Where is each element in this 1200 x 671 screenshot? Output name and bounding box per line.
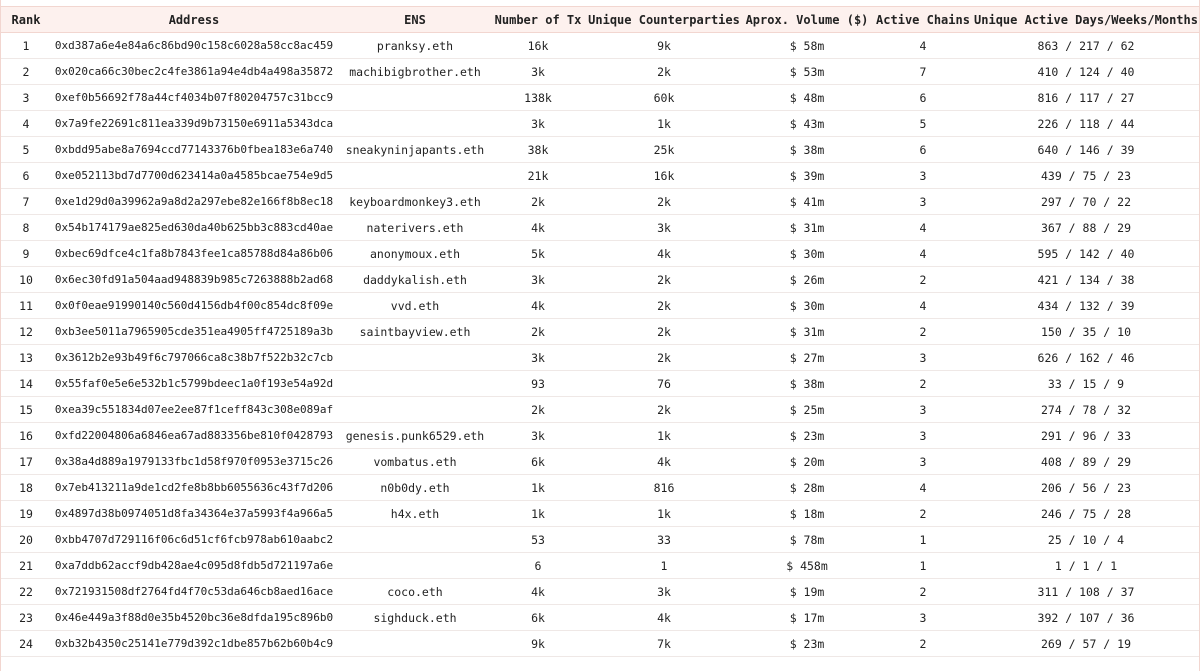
- address-cell[interactable]: 0xfd22004806a6846ea67ad883356be810f0428793: [54, 429, 334, 442]
- table-row[interactable]: [1, 59, 1199, 85]
- active-days-cell: 246 / 75 / 28: [1040, 507, 1132, 521]
- volume-cell: $ 18m: [789, 507, 825, 521]
- counterparties-cell: 76: [657, 377, 671, 391]
- tx-count-cell: 21k: [527, 169, 549, 183]
- active-days-cell: 410 / 124 / 40: [1037, 65, 1135, 79]
- table-row[interactable]: [1, 33, 1199, 59]
- volume-cell: $ 458m: [786, 559, 828, 573]
- ens-cell: naterivers.eth: [366, 221, 464, 235]
- address-cell[interactable]: 0x4897d38b0974051d8fa34364e37a5993f4a966a5: [54, 507, 334, 520]
- address-cell[interactable]: 0x38a4d889a1979133fbc1d58f970f0953e3715c26: [54, 455, 334, 468]
- rank-cell: 14: [19, 377, 33, 391]
- rank-cell: 4: [22, 117, 30, 131]
- table-row[interactable]: [1, 345, 1199, 371]
- address-cell[interactable]: 0x3612b2e93b49f6c797066ca8c38b7f522b32c7cb: [54, 351, 334, 364]
- counterparties-cell: 2k: [657, 325, 671, 339]
- counterparties-cell: 2k: [657, 403, 671, 417]
- counterparties-cell: 2k: [657, 299, 671, 313]
- chains-cell: 2: [919, 325, 927, 339]
- table-row[interactable]: [1, 605, 1199, 631]
- active-days-cell: 269 / 57 / 19: [1040, 637, 1132, 651]
- address-cell[interactable]: 0xef0b56692f78a44cf4034b07f80204757c31bcc9: [54, 91, 334, 104]
- active-days-cell: 434 / 132 / 39: [1037, 299, 1135, 313]
- volume-cell: $ 58m: [789, 39, 825, 53]
- active-days-cell: 311 / 108 / 37: [1037, 585, 1135, 599]
- chains-cell: 1: [919, 533, 927, 547]
- chains-cell: 4: [919, 299, 927, 313]
- tx-count-cell: 3k: [531, 351, 545, 365]
- tx-count-cell: 2k: [531, 325, 545, 339]
- tx-count-cell: 16k: [527, 39, 549, 53]
- chains-cell: 3: [919, 169, 927, 183]
- chains-cell: 7: [919, 65, 927, 79]
- table-row[interactable]: [1, 553, 1199, 579]
- rank-cell: 5: [22, 143, 30, 157]
- chains-cell: 3: [919, 611, 927, 625]
- rank-cell: 17: [19, 455, 33, 469]
- volume-cell: $ 48m: [789, 91, 825, 105]
- scroll-fade: [1, 657, 1199, 671]
- rank-cell: 19: [19, 507, 33, 521]
- address-cell[interactable]: 0xb3ee5011a7965905cde351ea4905ff4725189a3b: [54, 325, 334, 338]
- counterparties-cell: 16k: [653, 169, 675, 183]
- ens-cell: h4x.eth: [390, 507, 440, 521]
- table-header: [1, 6, 1199, 33]
- counterparties-cell: 1k: [657, 429, 671, 443]
- address-cell[interactable]: 0xb32b4350c25141e779d392c1dbe857b62b60b4c9: [54, 637, 334, 650]
- ens-cell: vvd.eth: [390, 299, 440, 313]
- ens-cell: n0b0dy.eth: [380, 481, 450, 495]
- table-row[interactable]: [1, 189, 1199, 215]
- tx-count-cell: 4k: [531, 299, 545, 313]
- chains-cell: 2: [919, 585, 927, 599]
- chains-cell: 2: [919, 507, 927, 521]
- tx-count-cell: 6: [534, 559, 542, 573]
- tx-count-cell: 93: [531, 377, 545, 391]
- rank-cell: 21: [19, 559, 33, 573]
- counterparties-cell: 4k: [657, 455, 671, 469]
- active-days-cell: 33 / 15 / 9: [1047, 377, 1125, 391]
- active-days-cell: 367 / 88 / 29: [1040, 221, 1132, 235]
- active-days-cell: 274 / 78 / 32: [1040, 403, 1132, 417]
- tx-count-cell: 6k: [531, 455, 545, 469]
- table-row[interactable]: [1, 631, 1199, 657]
- rank-cell: 22: [19, 585, 33, 599]
- counterparties-cell: 1k: [657, 507, 671, 521]
- table-row[interactable]: [1, 423, 1199, 449]
- ens-cell: sneakyninjapants.eth: [345, 143, 485, 157]
- table-row[interactable]: [1, 397, 1199, 423]
- tx-count-cell: 4k: [531, 221, 545, 235]
- table-row[interactable]: [1, 501, 1199, 527]
- counterparties-cell: 33: [657, 533, 671, 547]
- volume-cell: $ 43m: [789, 117, 825, 131]
- counterparties-cell: 2k: [657, 273, 671, 287]
- chains-cell: 4: [919, 221, 927, 235]
- volume-cell: $ 30m: [789, 299, 825, 313]
- active-days-cell: 206 / 56 / 23: [1040, 481, 1132, 495]
- tx-count-cell: 138k: [524, 91, 552, 105]
- header-col-active-chains[interactable]: Active Chains: [876, 13, 970, 27]
- header-col-active-days[interactable]: Unique Active Days/Weeks/Months: [974, 13, 1198, 27]
- active-days-cell: 150 / 35 / 10: [1040, 325, 1132, 339]
- tx-count-cell: 2k: [531, 195, 545, 209]
- tx-count-cell: 9k: [531, 637, 545, 651]
- address-cell[interactable]: 0x0f0eae91990140c560d4156db4f00c854dc8f09e: [54, 299, 334, 312]
- rank-cell: 6: [22, 169, 30, 183]
- chains-cell: 3: [919, 195, 927, 209]
- header-col-rank[interactable]: Rank: [11, 13, 41, 27]
- address-cell[interactable]: 0xbb4707d729116f06c6d51cf6fcb978ab610aabc2: [54, 533, 334, 546]
- address-cell[interactable]: 0xa7ddb62accf9db428ae4c095d8fdb5d721197a6e: [54, 559, 334, 572]
- rank-cell: 18: [19, 481, 33, 495]
- rank-cell: 8: [22, 221, 30, 235]
- rank-cell: 15: [19, 403, 33, 417]
- counterparties-cell: 60k: [653, 91, 675, 105]
- ens-cell: daddykalish.eth: [363, 273, 467, 287]
- rank-cell: 12: [19, 325, 33, 339]
- tx-count-cell: 38k: [527, 143, 549, 157]
- tx-count-cell: 3k: [531, 273, 545, 287]
- ens-cell: genesis.punk6529.eth: [345, 429, 485, 443]
- active-days-cell: 640 / 146 / 39: [1037, 143, 1135, 157]
- address-cell[interactable]: 0xe1d29d0a39962a9a8d2a297ebe82e166f8b8ec18: [54, 195, 334, 208]
- address-cell[interactable]: 0xe052113bd7d7700d623414a0a4585bcae754e9d5: [54, 169, 334, 182]
- header-col-volume[interactable]: Aprox. Volume ($): [745, 13, 869, 27]
- ens-cell: anonymoux.eth: [369, 247, 461, 261]
- tx-count-cell: 3k: [531, 65, 545, 79]
- active-days-cell: 626 / 162 / 46: [1037, 351, 1135, 365]
- volume-cell: $ 19m: [789, 585, 825, 599]
- address-cell[interactable]: 0x46e449a3f88d0e35b4520bc36e8dfda195c896b0: [54, 611, 334, 624]
- tx-count-cell: 3k: [531, 429, 545, 443]
- rank-cell: 13: [19, 351, 33, 365]
- volume-cell: $ 53m: [789, 65, 825, 79]
- chains-cell: 6: [919, 143, 927, 157]
- active-days-cell: 1 / 1 / 1: [1054, 559, 1118, 573]
- table-row[interactable]: [1, 215, 1199, 241]
- volume-cell: $ 31m: [789, 325, 825, 339]
- active-days-cell: 25 / 10 / 4: [1047, 533, 1125, 547]
- counterparties-cell: 1k: [657, 117, 671, 131]
- ens-cell: pranksy.eth: [376, 39, 454, 53]
- chains-cell: 2: [919, 377, 927, 391]
- active-days-cell: 291 / 96 / 33: [1040, 429, 1132, 443]
- counterparties-cell: 7k: [657, 637, 671, 651]
- table-row[interactable]: [1, 319, 1199, 345]
- tx-count-cell: 2k: [531, 403, 545, 417]
- rank-cell: 11: [19, 299, 33, 313]
- address-cell[interactable]: 0x55faf0e5e6e532b1c5799bdeec1a0f193e54a92d: [54, 377, 334, 390]
- ens-cell: sighduck.eth: [373, 611, 457, 625]
- header-col-address[interactable]: Address: [168, 13, 220, 27]
- chains-cell: 2: [919, 637, 927, 651]
- active-days-cell: 816 / 117 / 27: [1037, 91, 1135, 105]
- address-cell[interactable]: 0xd387a6e4e84a6c86bd90c158c6028a58cc8ac459: [54, 39, 334, 52]
- address-cell[interactable]: 0x7a9fe22691c811ea339d9b73150e6911a5343dca: [54, 117, 334, 130]
- active-days-cell: 408 / 89 / 29: [1040, 455, 1132, 469]
- table-row[interactable]: [1, 449, 1199, 475]
- volume-cell: $ 41m: [789, 195, 825, 209]
- volume-cell: $ 30m: [789, 247, 825, 261]
- volume-cell: $ 23m: [789, 637, 825, 651]
- rank-cell: 20: [19, 533, 33, 547]
- chains-cell: 6: [919, 91, 927, 105]
- active-days-cell: 392 / 107 / 36: [1037, 611, 1135, 625]
- table-row[interactable]: [1, 111, 1199, 137]
- chains-cell: 4: [919, 39, 927, 53]
- tx-count-cell: 4k: [531, 585, 545, 599]
- volume-cell: $ 38m: [789, 377, 825, 391]
- address-cell[interactable]: 0x7eb413211a9de1cd2fe8b8bb6055636c43f7d206: [54, 481, 334, 494]
- ens-cell: keyboardmonkey3.eth: [349, 195, 481, 209]
- header-col-counterparties[interactable]: Unique Counterparties: [588, 13, 740, 27]
- rank-cell: 24: [19, 637, 33, 651]
- ens-cell: vombatus.eth: [373, 455, 457, 469]
- address-cell[interactable]: 0xbdd95abe8a7694ccd77143376b0fbea183e6a740: [54, 143, 334, 156]
- volume-cell: $ 20m: [789, 455, 825, 469]
- counterparties-cell: 3k: [657, 585, 671, 599]
- counterparties-cell: 1: [660, 559, 668, 573]
- chains-cell: 4: [919, 481, 927, 495]
- volume-cell: $ 39m: [789, 169, 825, 183]
- rank-cell: 9: [22, 247, 30, 261]
- volume-cell: $ 26m: [789, 273, 825, 287]
- chains-cell: 5: [919, 117, 927, 131]
- ens-cell: coco.eth: [387, 585, 443, 599]
- counterparties-cell: 4k: [657, 611, 671, 625]
- ens-cell: saintbayview.eth: [359, 325, 471, 339]
- header-col-num-tx[interactable]: Number of Tx: [494, 13, 582, 27]
- table-row[interactable]: [1, 527, 1199, 553]
- address-cell[interactable]: 0x6ec30fd91a504aad948839b985c7263888b2ad68: [54, 273, 334, 286]
- volume-cell: $ 27m: [789, 351, 825, 365]
- address-cell[interactable]: 0x020ca66c30bec2c4fe3861a94e4db4a498a35872: [54, 65, 334, 78]
- header-col-ens[interactable]: ENS: [404, 13, 426, 27]
- volume-cell: $ 17m: [789, 611, 825, 625]
- chains-cell: 3: [919, 403, 927, 417]
- table-row[interactable]: [1, 475, 1199, 501]
- table-row[interactable]: [1, 241, 1199, 267]
- table-row[interactable]: [1, 85, 1199, 111]
- counterparties-cell: 25k: [653, 143, 675, 157]
- chains-cell: 3: [919, 429, 927, 443]
- volume-cell: $ 31m: [789, 221, 825, 235]
- chains-cell: 3: [919, 455, 927, 469]
- counterparties-cell: 3k: [657, 221, 671, 235]
- rank-cell: 1: [22, 39, 30, 53]
- ens-cell: machibigbrother.eth: [349, 65, 481, 79]
- active-days-cell: 863 / 217 / 62: [1037, 39, 1135, 53]
- active-days-cell: 297 / 70 / 22: [1040, 195, 1132, 209]
- table-row[interactable]: [1, 371, 1199, 397]
- tx-count-cell: 6k: [531, 611, 545, 625]
- table-row[interactable]: [1, 137, 1199, 163]
- counterparties-cell: 2k: [657, 351, 671, 365]
- volume-cell: $ 78m: [789, 533, 825, 547]
- active-days-cell: 421 / 134 / 38: [1037, 273, 1135, 287]
- active-days-cell: 439 / 75 / 23: [1040, 169, 1132, 183]
- counterparties-cell: 9k: [657, 39, 671, 53]
- counterparties-cell: 2k: [657, 65, 671, 79]
- rank-cell: 10: [19, 273, 33, 287]
- rank-cell: 7: [22, 195, 30, 209]
- rank-cell: 3: [22, 91, 30, 105]
- chains-cell: 4: [919, 247, 927, 261]
- address-cell[interactable]: 0xbec69dfce4c1fa8b7843fee1ca85788d84a86b06: [54, 247, 334, 260]
- volume-cell: $ 23m: [789, 429, 825, 443]
- tx-count-cell: 5k: [531, 247, 545, 261]
- volume-cell: $ 38m: [789, 143, 825, 157]
- rank-cell: 2: [22, 65, 30, 79]
- volume-cell: $ 25m: [789, 403, 825, 417]
- tx-count-cell: 1k: [531, 507, 545, 521]
- chains-cell: 2: [919, 273, 927, 287]
- rank-cell: 23: [19, 611, 33, 625]
- table-row[interactable]: [1, 293, 1199, 319]
- active-days-cell: 226 / 118 / 44: [1037, 117, 1135, 131]
- counterparties-cell: 816: [653, 481, 675, 495]
- table-row[interactable]: [1, 267, 1199, 293]
- chains-cell: 3: [919, 351, 927, 365]
- active-days-cell: 595 / 142 / 40: [1037, 247, 1135, 261]
- address-cell[interactable]: 0xea39c551834d07ee2ee87f1ceff843c308e089af: [54, 403, 334, 416]
- tx-count-cell: 3k: [531, 117, 545, 131]
- counterparties-cell: 4k: [657, 247, 671, 261]
- tx-count-cell: 1k: [531, 481, 545, 495]
- chains-cell: 1: [919, 559, 927, 573]
- tx-count-cell: 53: [531, 533, 545, 547]
- table-row[interactable]: [1, 163, 1199, 189]
- counterparties-cell: 2k: [657, 195, 671, 209]
- address-cell[interactable]: 0x721931508df2764fd4f70c53da646cb8aed16ace: [54, 585, 334, 598]
- volume-cell: $ 28m: [789, 481, 825, 495]
- address-cell[interactable]: 0x54b174179ae825ed630da40b625bb3c883cd40ae: [54, 221, 334, 234]
- rank-cell: 16: [19, 429, 33, 443]
- table-row[interactable]: [1, 579, 1199, 605]
